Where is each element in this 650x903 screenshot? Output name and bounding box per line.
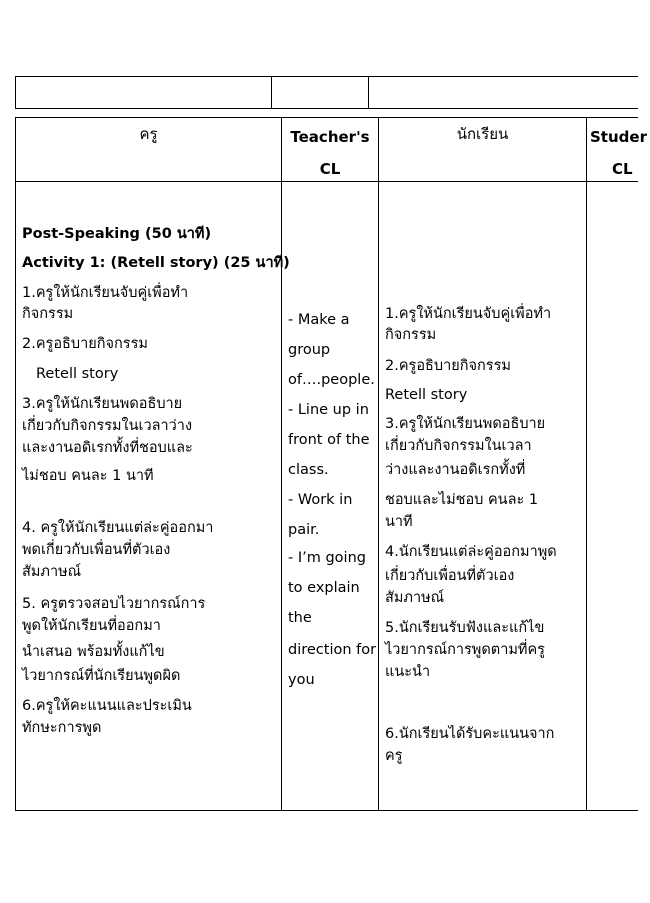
student-line: Retell story [385, 387, 468, 403]
student-line: 5.นักเรียนรับฟังและแก้ไข [385, 620, 545, 636]
teacher-line: 6.ครูให้คะแนนและประเมิน [22, 698, 192, 714]
teacher-cl-line: - Work in [288, 492, 353, 508]
teacher-line: สัมภาษณ์ [22, 564, 82, 580]
teacher-cl-line: pair. [288, 522, 320, 538]
teacher-cl-line: class. [288, 462, 329, 478]
teacher-line: เกี่ยวกับกิจกรรมในเวลาว่าง [22, 418, 193, 434]
main-table-border-top [15, 117, 638, 118]
teacher-cl-line: direction for [288, 642, 377, 658]
teacher-line: 4. ครูให้นักเรียนแต่ล่ะคู่ออกมา [22, 520, 214, 536]
teacher-cl-line: group [288, 342, 331, 358]
student-line: ไวยากรณ์การพูดตามที่ครู [385, 642, 545, 658]
teacher-line: นำเสนอ พร้อมทั้งแก้ไข [22, 644, 165, 660]
student-line: นาที [385, 514, 413, 530]
teacher-line: 1.ครูให้นักเรียนจับคู่เพื่อทำ [22, 285, 189, 301]
student-line: สัมภาษณ์ [385, 590, 445, 606]
teacher-cl-line: - Make a [288, 312, 350, 328]
teacher-cl-line: the [288, 610, 312, 626]
teacher-line: 3.ครูให้นักเรียนพดอธิบาย [22, 396, 183, 412]
teacher-line: ไม่ชอบ คนละ 1 นาที [22, 468, 154, 484]
header-student-cl-line1: Studer [590, 128, 647, 146]
header-student-cl-line2: CL [612, 160, 633, 178]
student-line: 1.ครูให้นักเรียนจับคู่เพื่อทำ [385, 306, 552, 322]
teacher-line: ไวยากรณ์ที่นักเรียนพูดผิด [22, 668, 181, 684]
teacher-cl-line: to explain [288, 580, 360, 596]
main-table-border-bottom [15, 810, 638, 811]
student-line: แนะนำ [385, 664, 431, 680]
teacher-cl-line: - I’m going [288, 550, 366, 566]
student-line: ว่างและงานอดิเรกทั้งที่ [385, 462, 526, 478]
teacher-line: กิจกรรม [22, 306, 74, 322]
top-table-divider-1 [271, 76, 272, 109]
student-line: เกี่ยวกับเพื่อนที่ตัวเอง [385, 568, 515, 584]
student-line: 2.ครูอธิบายกิจกรรม [385, 358, 511, 374]
teacher-line: 2.ครูอธิบายกิจกรรม [22, 336, 148, 352]
teacher-line: พูดให้นักเรียนที่ออกมา [22, 618, 161, 634]
teacher-cl-line: front of the [288, 432, 370, 448]
top-table-divider-2 [368, 76, 369, 109]
teacher-line: 5. ครูตรวจสอบไวยากรณ์การ [22, 596, 206, 612]
post-speaking-heading: Post-Speaking (50 นาที) [22, 226, 212, 242]
student-line: 4.นักเรียนแต่ล่ะคู่ออกมาพูด [385, 544, 557, 560]
student-line: กิจกรรม [385, 327, 437, 343]
header-teacher: ครู [139, 125, 158, 143]
teacher-cl-line: of….people. [288, 372, 375, 388]
top-table-border-bottom [15, 108, 638, 109]
main-table-border-left [15, 117, 16, 811]
student-line: 6.นักเรียนได้รับคะแนนจาก [385, 726, 555, 742]
header-teacher-cl-line2: CL [319, 160, 341, 178]
activity-heading: Activity 1: (Retell story) (25 นาที) [22, 255, 290, 271]
teacher-line: Retell story [36, 366, 119, 382]
header-row-divider [15, 181, 638, 182]
teacher-line: และงานอดิเรกทั้งที่ชอบและ [22, 440, 193, 456]
teacher-line: พดเกี่ยวกับเพื่อนที่ตัวเอง [22, 542, 171, 558]
teacher-cl-line: you [288, 672, 315, 688]
student-line: 3.ครูให้นักเรียนพดอธิบาย [385, 416, 546, 432]
student-line: ครู [385, 748, 403, 764]
header-teacher-cl-line1: Teacher's [290, 128, 370, 146]
student-line: เกี่ยวกับกิจกรรมในเวลา [385, 438, 532, 454]
main-table-divider-2 [378, 117, 379, 811]
top-table-border-top [15, 76, 638, 77]
main-table-divider-3 [586, 117, 587, 811]
teacher-line: ทักษะการพูด [22, 720, 102, 736]
main-table-divider-1 [281, 117, 282, 811]
header-student: นักเรียน [456, 125, 509, 143]
top-table-border-left [15, 76, 16, 109]
student-line: ชอบและไม่ชอบ คนละ 1 [385, 492, 539, 508]
teacher-cl-line: - Line up in [288, 402, 369, 418]
